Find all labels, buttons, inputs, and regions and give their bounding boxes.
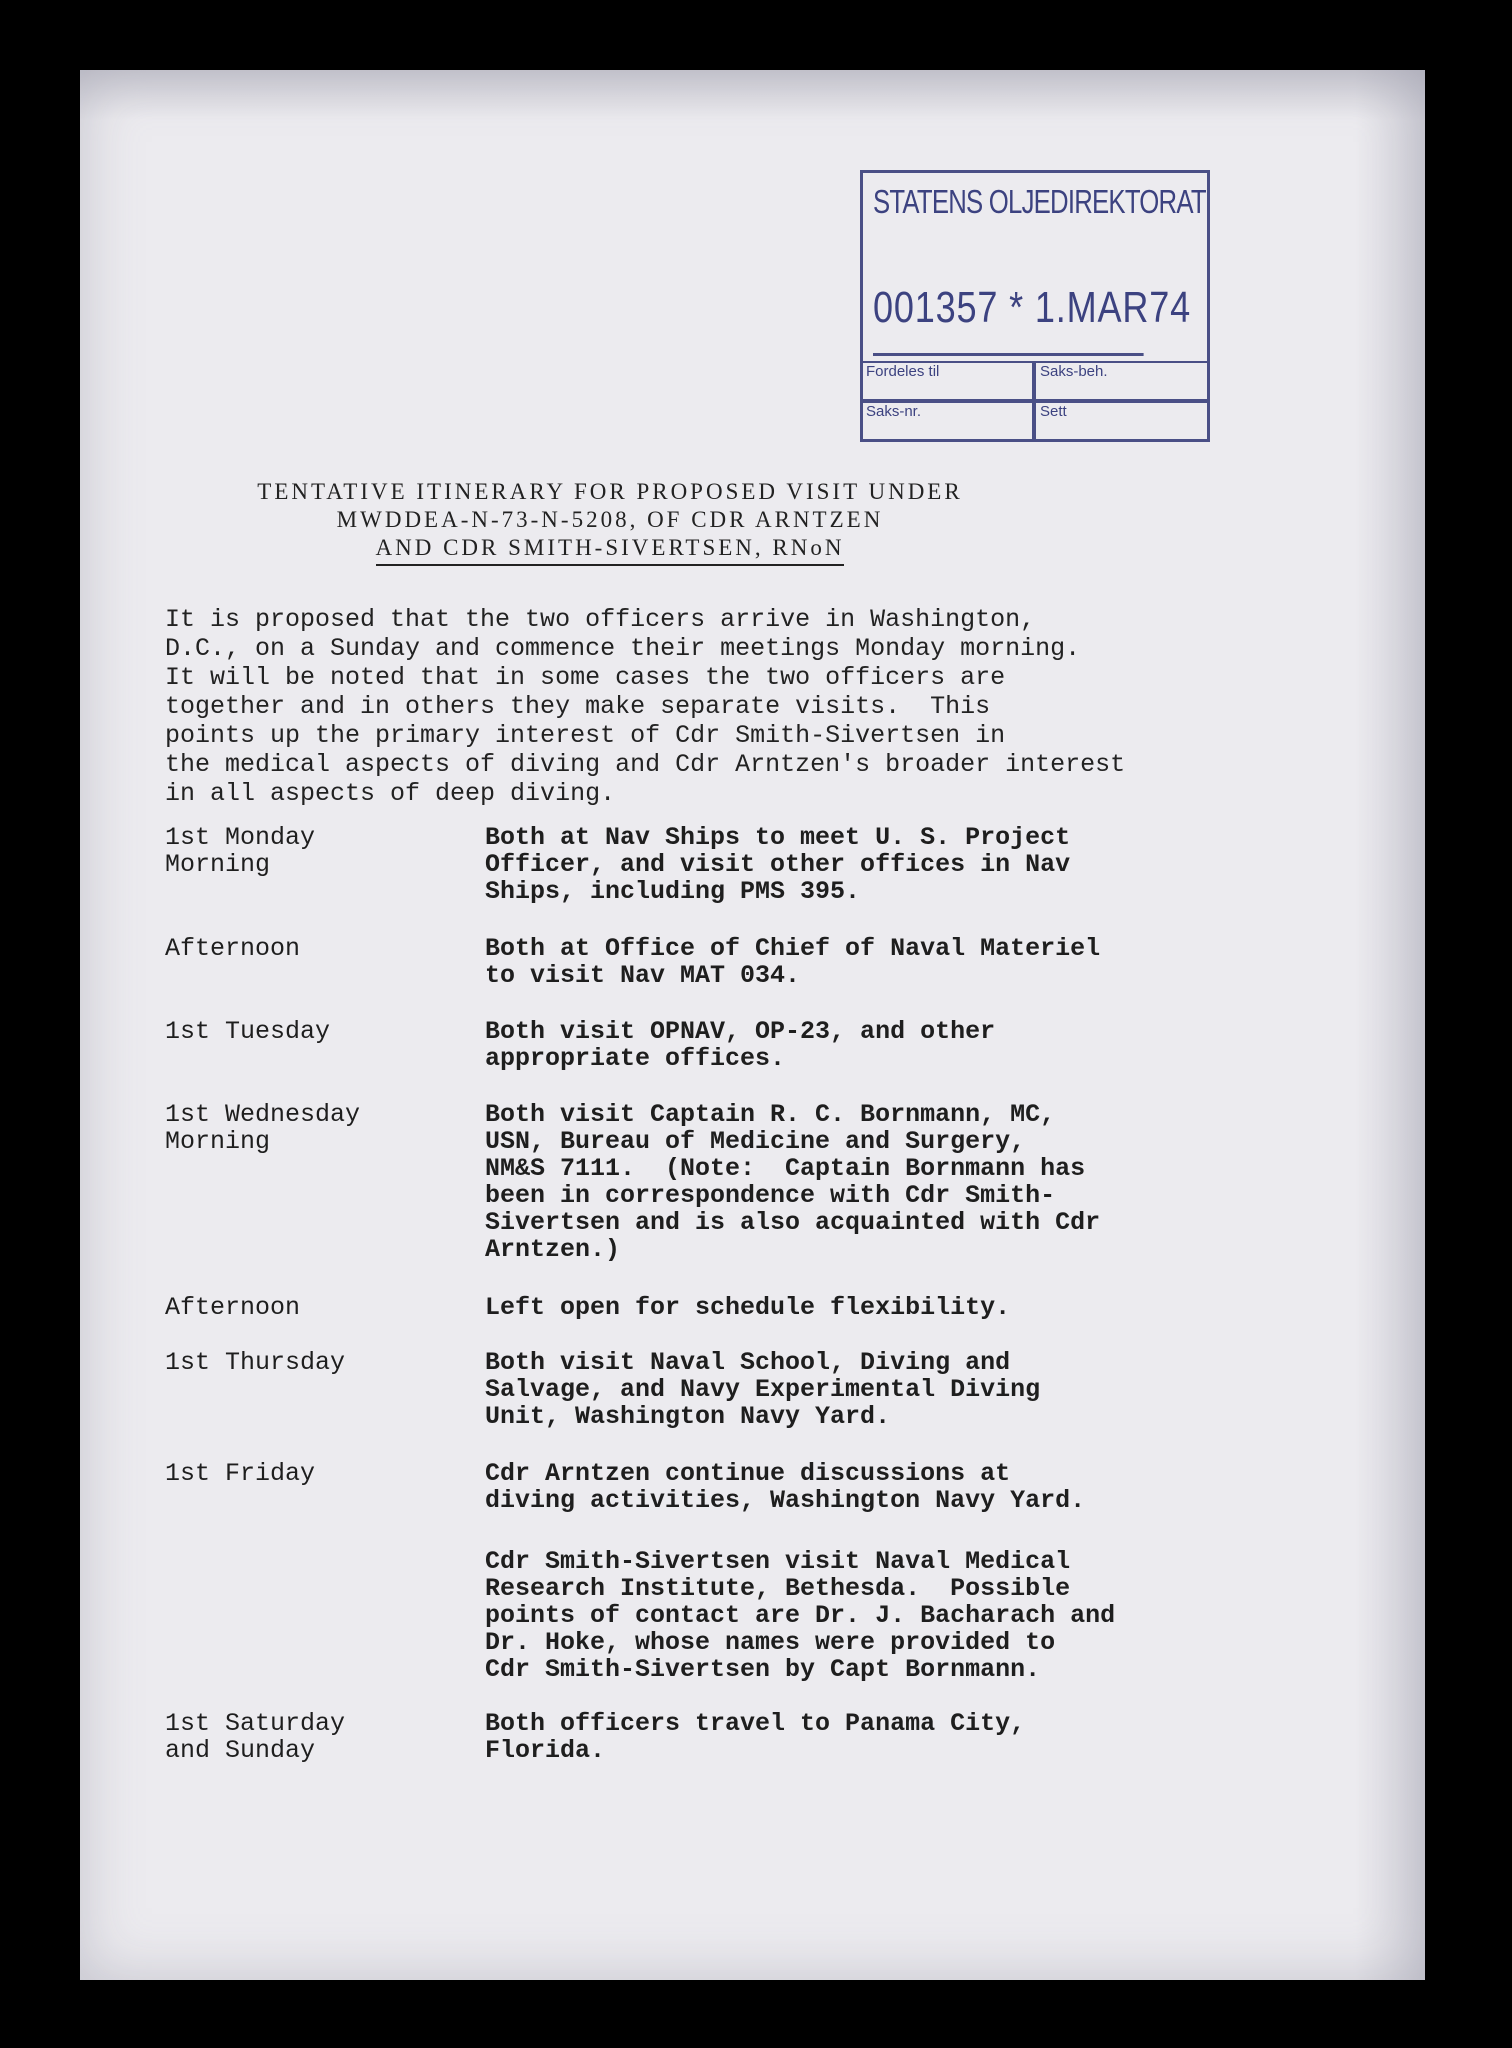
schedule-activity: Both officers travel to Panama City, Florida. xyxy=(485,1709,1026,1765)
schedule-activity: Both at Nav Ships to meet U. S. Project Officer, and visit other offices in Nav Ships, including PMS 395. xyxy=(485,823,1071,906)
received-stamp xyxy=(860,170,1210,442)
schedule-day: 1st Monday Morning xyxy=(165,823,316,879)
stamp-cell: Sett xyxy=(1034,401,1210,441)
stamp-organization: STATENS OLJEDIREKTORAT xyxy=(873,183,1206,220)
scan-shadow-top xyxy=(80,70,1425,120)
schedule-day: 1st Tuesday xyxy=(165,1017,331,1046)
schedule-day: 1st Wednesday Morning xyxy=(165,1100,361,1156)
schedule-day: 1st Thursday xyxy=(165,1348,346,1377)
schedule-activity: Both at Office of Chief of Naval Materiel to visit Nav MAT 034. xyxy=(485,934,1101,990)
stamp-cell: Saks-beh. xyxy=(1034,361,1210,401)
schedule-day: Afternoon xyxy=(165,934,301,963)
schedule-activity: Both visit Captain R. C. Bornmann, MC, USN, Bureau of Medicine and Surgery, NM&S 7111. (Note: Captain Bornmann has been in correspondence with Cdr Smith- Sivertsen and is also acquainted with Cdr Arntzen.) xyxy=(485,1100,1101,1264)
schedule-activity: Both visit OPNAV, OP-23, and other appropriate offices. xyxy=(485,1017,996,1073)
stamp-number-date: 001357 * 1.MAR74 xyxy=(873,283,1144,356)
schedule-activity: Cdr Smith-Sivertsen visit Naval Medical Research Institute, Bethesda. Possible points of contact are Dr. J. Bacharach and Dr. Hoke, whose names were provided to Cdr Smith-Sivertsen by Capt Bornmann. xyxy=(485,1547,1116,1684)
document-title xyxy=(160,478,1060,566)
stamp-cell: Fordeles til xyxy=(860,361,1034,401)
schedule-activity: Cdr Arntzen continue discussions at diving activities, Washington Navy Yard. xyxy=(485,1459,1086,1515)
scan-shadow-right xyxy=(1355,70,1425,1980)
schedule-activity: Both visit Naval School, Diving and Salvage, and Navy Experimental Diving Unit, Washington Navy Yard. xyxy=(485,1348,1041,1431)
schedule-day: 1st Saturday and Sunday xyxy=(165,1709,346,1765)
schedule-activity: Left open for schedule flexibility. xyxy=(485,1293,1011,1322)
schedule-day: 1st Friday xyxy=(165,1459,316,1488)
stamp-cell: Saks-nr. xyxy=(860,401,1034,441)
schedule-day: Afternoon xyxy=(165,1293,301,1322)
stamp-grid xyxy=(860,361,1210,445)
title-line-3: AND CDR SMITH-SIVERTSEN, RNoN xyxy=(376,534,845,566)
title-line-1: TENTATIVE ITINERARY FOR PROPOSED VISIT UNDER xyxy=(257,479,963,504)
title-line-2: MWDDEA-N-73-N-5208, OF CDR ARNTZEN xyxy=(336,507,884,532)
intro-paragraph: It is proposed that the two officers arrive in Washington, D.C., on a Sunday and commence their meetings Monday morning. It will be noted that in some cases the two officers are together and in others they make separate visits. This points up the primary interest of Cdr Smith-Sivertsen in the medical aspects of diving and Cdr Arntzen's broader interest in all aspects of deep diving. xyxy=(165,605,1126,808)
